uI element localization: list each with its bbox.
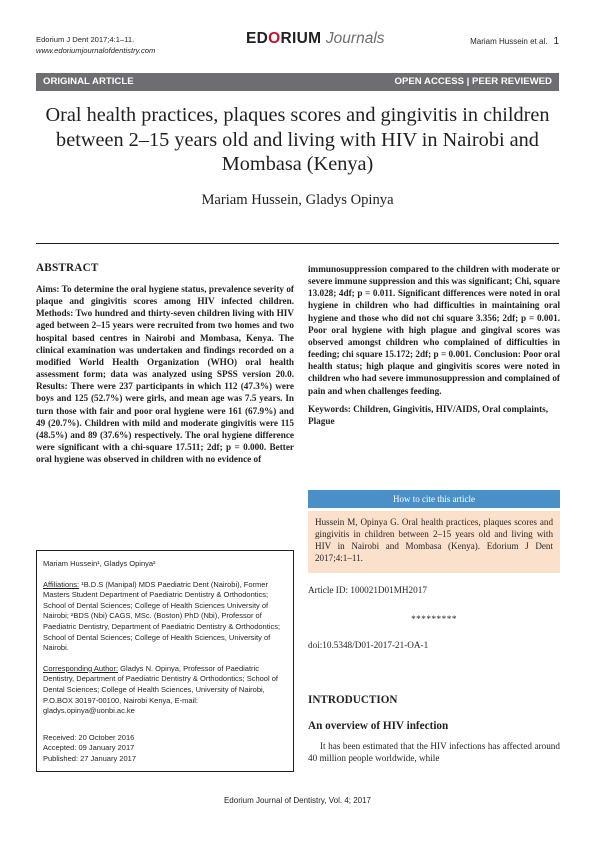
running-header-right — [470, 36, 559, 47]
abstract-text-part1: Aims: To determine the oral hygiene status, prevalence severity of plaque and gingivitis scores among HIV infected children. Methods: Two hundred and thirty-seven children living with HIV aged between 2–15 years were recruited from two homes and two hospital based centres in Nairobi and Mombasa, Kenya. The clinical examination was undertaken and findings recorded on a modified World Health Organization (WHO) oral health assessment form; data was analyzed using SPSS version 20.0. Results: There were 237 participants in which 112 (47.3%) were boys and 125 (52.7%) were girls, and mean age was 7.5 years. In turn those with fair and poor oral hygiene were 161 (67.9%) and 49 (20.7%). Children with mild and moderate gingivitis were 115 (48.5%) and 89 (37.6%) respectively. The oral hygiene difference were significant with a chi-square 17.511; 2df; p = 0.000. Better oral hygiene was observed in children with no evidence of — [36, 284, 294, 465]
page-footer: Edorium Journal of Dentistry, Vol. 4; 2017 — [223, 796, 372, 805]
logo-text-pre: ED — [246, 30, 269, 47]
logo-text-journals: Journals — [325, 30, 385, 47]
corresponding-author — [43, 664, 287, 717]
article-title: Oral health practices, plaques scores and gingivitis in children between 2–15 years old and living with HIV in Nairobi and Mombasa (Kenya) — [45, 104, 550, 175]
running-authors: Mariam Hussein et al. — [470, 37, 548, 46]
journal-url[interactable]: www.edoriumjournalofdentistry.com — [36, 45, 156, 55]
article-id: Article ID: 100021D01MH2017 — [308, 585, 427, 595]
date-received: Received: 20 October 2016 — [43, 732, 135, 742]
author-info-box — [36, 550, 294, 772]
author-names: Mariam Hussein¹, Gladys Opinya² — [43, 559, 156, 568]
access-label: OPEN ACCESS | PEER REVIEWED — [394, 76, 552, 87]
affiliations — [43, 580, 287, 654]
article-type-banner — [36, 73, 559, 91]
article-dates — [43, 733, 287, 765]
affiliations-label: Affiliations: — [43, 579, 80, 589]
logo-text-post: RIUM — [280, 30, 326, 47]
corresponding-label: Corresponding Author: — [43, 663, 119, 673]
running-header-left — [36, 35, 155, 56]
abstract-text-part2: immunosuppression compared to the children with moderate or severe immune suppression and this was significant; Chi, square 13.028; 4df; p = 0.011. Significant differences were noted in oral hygiene in children who had difficulties in maintaining oral hygiene and those who did not chi square 3.356; 2df; p = 0.001. Poor oral hygiene with high plague and gingival scores was observed amongst children who complained of difficulties in feeding; chi square 15.172; 2df; p = 0.001. Conclusion: Poor oral health status; high plaque and gingivitis scores were noted in children who had severe immunosuppression and complained of pain and when challenges feeding. — [308, 264, 560, 396]
separator-stars: ********* — [411, 614, 457, 624]
article-authors: Mariam Hussein, Gladys Opinya — [201, 192, 394, 208]
journal-citation: Edorium J Dent 2017;4:1–11. — [36, 35, 135, 44]
cite-heading: How to cite this article — [308, 490, 560, 508]
abstract-left-column — [36, 262, 294, 465]
keywords: Keywords: Children, Gingivitis, HIV/AIDS, Oral complaints, Plague — [308, 403, 549, 426]
abstract-right-column — [308, 263, 560, 427]
introduction-subheading: An overview of HIV infection — [308, 720, 449, 732]
introduction-heading: INTRODUCTION — [308, 694, 398, 706]
corresponding-text: Gladys N. Opinya, Professor of Paediatric Dentistry, Department of Paediatric Dentistry & Orthodontics; School of Dental Sciences; College of Health Sciences, University of Nairobi, P.O.BOX 30197-00100, Nairobi Kenya, E-mail: gladys.opinya@uonbi.ac.ke — [43, 663, 278, 716]
cite-text: Hussein M, Opinya G. Oral health practices, plaques scores and gingivitis in children between 2–15 years old and living with HIV in Nairobi and Mombasa (Kenya). Edorium J Dent 2017;4:1–11. — [308, 511, 560, 573]
date-published: Published: 27 January 2017 — [43, 753, 136, 763]
doi[interactable]: doi:10.5348/D01-2017-21-OA-1 — [308, 640, 429, 650]
title-divider — [36, 243, 559, 244]
abstract-heading: ABSTRACT — [36, 262, 99, 274]
page-number: 1 — [553, 36, 559, 47]
introduction-text: It has been estimated that the HIV infections has affected around 40 million people worldwide, while — [308, 741, 560, 764]
date-accepted: Accepted: 09 January 2017 — [43, 743, 135, 753]
journal-logo — [246, 30, 385, 48]
logo-letter-o: O — [268, 30, 281, 47]
affiliations-text: ¹B.D.S (Manipal) MDS Paediatric Dent (Nairobi), Former Masters Student Department of Paediatric Dentistry & Orthodontics; School of Dental Sciences; College of Health Sciences University of Nairobi; ²BDS (Nbi) CAGS, MSc. (Boston) PhD (Nbi), Professor of Paediatric Dentistry, Department of Paediatric Dentistry & Orthodontics; School of Dental Sciences; College of Health Sciences, University of Nairobi. — [43, 579, 281, 653]
article-type-label: ORIGINAL ARTICLE — [43, 76, 134, 87]
